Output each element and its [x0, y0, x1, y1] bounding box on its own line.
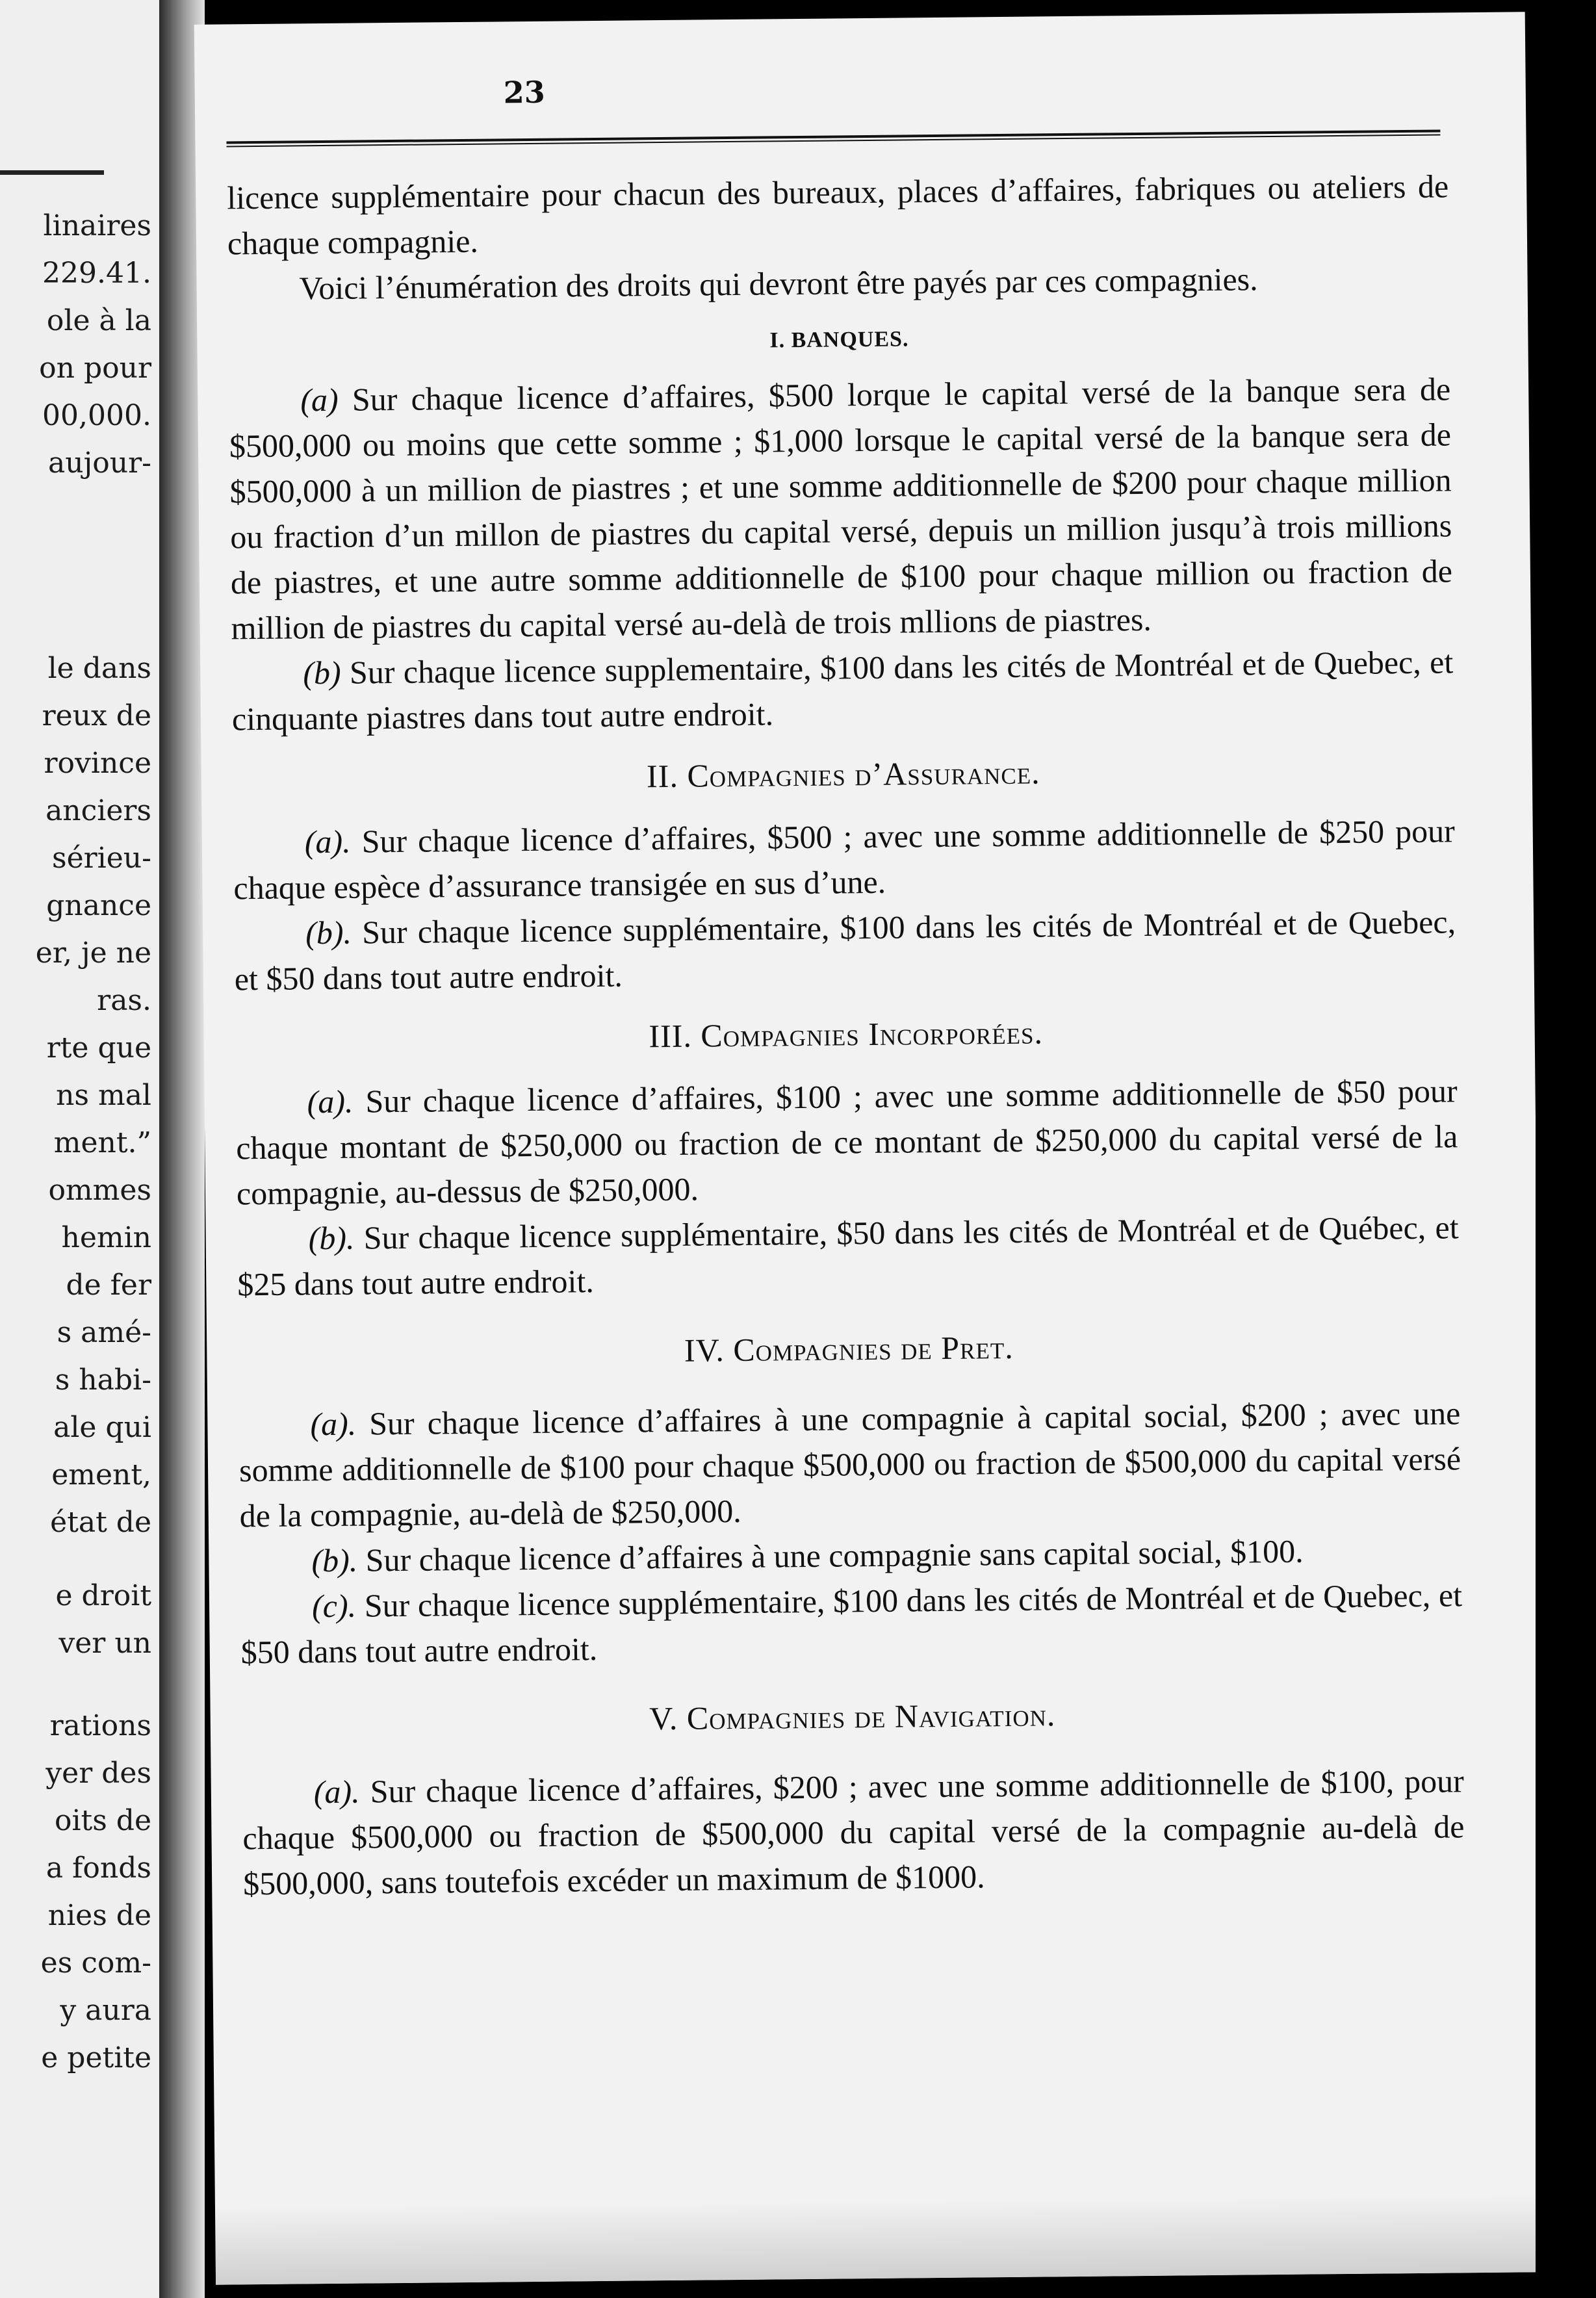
clause-text: Sur chaque licence supplémentaire, $100 dans les cités de Montréal et de Quebec, et $50 dans tout autre endroit. [234, 903, 1456, 998]
left-fragment: s amé- [57, 1316, 151, 1349]
left-fragment: ale qui [53, 1411, 151, 1444]
clause-text: Sur chaque licence d’affaires à une compagnie sans capital social, $100. [357, 1532, 1304, 1579]
left-fragment: gnance [46, 889, 151, 922]
clause-text: Sur chaque licence d’affaires, $200 ; avec une somme additionnelle de $100, pour chaque $500,000 ou fraction de $500,000 du capital versé de la compagnie au-delà de $500,000, sans toutefois excéder un maximum de $1000. [242, 1762, 1465, 1902]
clause-text: Sur chaque licence supplémentaire, $100 dans les cités de Montréal et de Quebec, et $50 dans tout autre endroit. [240, 1577, 1463, 1671]
clause-label: (a). [313, 1773, 360, 1811]
left-fragment: anciers [45, 794, 151, 827]
left-fragment: on pour [39, 352, 151, 385]
left-page-rule [0, 170, 104, 175]
clause-label: (c). [311, 1587, 357, 1625]
clause-label: (b). [311, 1542, 358, 1579]
left-fragment: sérieu- [52, 842, 151, 875]
page-number: 23 [503, 74, 546, 110]
clause-text: Sur chaque licence supplémentaire, $50 dans les cités de Montréal et de Québec, et $25 dans tout autre endroit. [237, 1209, 1459, 1303]
intro-paragraph: licence supplémentaire pour chacun des bureaux, places d’affaires, fabriques ou ateliers de chaque compagnie. [227, 168, 1449, 262]
left-fragment: rte que [46, 1031, 151, 1065]
clause-text: Sur chaque licence supplementaire, $100 dans les cités de Montréal et de Quebec, et cinquante piastres dans tout autre endroit. [231, 643, 1454, 738]
left-fragment: a fonds [45, 1852, 151, 1885]
clause-text: Sur chaque licence d’affaires à une compagnie à capital social, $200 ; avec une somme additionnelle de $100 pour chaque $500,000 ou fraction de $500,000 du capital versé de la compagnie, au-delà de $250,000. [238, 1395, 1461, 1534]
section-heading-banques: I. BANQUES. [769, 327, 909, 353]
clause-paragraph [231, 639, 1454, 742]
left-fragment: reux de [42, 699, 151, 732]
clause-label: (a) [300, 381, 339, 419]
clause-text: Sur chaque licence d’affaires, $500 ; avec une somme additionnelle de $250 pour chaque espèce d’assurance transigée en sus d’une. [233, 812, 1455, 907]
left-fragment: y aura [60, 1994, 151, 2027]
left-fragment: e droit [55, 1579, 151, 1612]
clause-paragraph [235, 1068, 1458, 1216]
left-fragment: e petite [41, 2041, 151, 2074]
left-fragment: ns mal [56, 1079, 151, 1112]
left-page-fragment [0, 0, 159, 2298]
section-heading-navigation: V. Compagnies de Navigation. [649, 1696, 1056, 1737]
left-fragment: hemin [61, 1221, 151, 1254]
left-fragment: rations [49, 1709, 151, 1742]
clause-paragraph [237, 1204, 1459, 1307]
clause-label: (b). [305, 914, 352, 951]
header-rule [226, 130, 1440, 148]
left-fragment: yer des [45, 1757, 151, 1790]
left-fragment: es com- [40, 1946, 151, 1980]
left-fragment: rovince [44, 747, 151, 780]
left-fragment: ras. [97, 984, 151, 1017]
clause-label: (a). [310, 1405, 357, 1443]
clause-label: (b). [308, 1219, 355, 1257]
left-fragment: aujour- [48, 446, 151, 480]
clause-paragraph [229, 366, 1453, 651]
left-fragment: état de [50, 1506, 151, 1539]
clause-label: (a). [307, 1083, 354, 1120]
left-fragment: linaires [43, 209, 151, 242]
left-fragment: 229.41. [42, 257, 151, 290]
clause-label: (b) [303, 654, 341, 691]
left-fragment: ement, [51, 1458, 151, 1491]
page-bottom-shading [215, 2194, 1547, 2285]
clause-paragraph [238, 1390, 1461, 1538]
clause-text: Sur chaque licence d’affaires, $500 lorque le capital versé de la banque sera de $500,000 ou moins que cette somme ; $1,000 lorsque le capital versé de la banque sera de $500,000 à un million de piastres ; et une somme additionnelle de $200 pour chaque million ou fraction d’un millon de piastres du capital versé, depuis un million jusqu’à trois millions de piastres, et une autre somme additionnelle de $100 pour chaque million ou fraction de million de piastres du capital versé au-delà de trois mllions de piastres. [229, 370, 1453, 647]
left-fragment: ment.” [53, 1126, 151, 1159]
section-heading-pret: IV. Compagnies de Pret. [684, 1328, 1014, 1369]
left-fragment: 00,000. [42, 399, 151, 432]
left-fragment: oits de [54, 1804, 151, 1837]
section-heading-incorporees: III. Compagnies Incorporées. [649, 1014, 1044, 1055]
clause-text: Sur chaque licence d’affaires, $100 ; avec une somme additionnelle de $50 pour chaque montant de $250,000 ou fraction de ce montant de $250,000 du capital versé de la compagnie, au-dessus de $250,000. [236, 1072, 1458, 1212]
clause-paragraph [233, 808, 1455, 910]
left-fragment: ommes [48, 1174, 151, 1207]
left-fragment: ole à la [46, 304, 151, 337]
left-fragment: de fer [66, 1269, 151, 1302]
left-fragment: s habi- [55, 1363, 151, 1397]
left-fragment: nies de [47, 1899, 151, 1932]
clause-paragraph [234, 899, 1456, 1001]
left-fragment: ver un [58, 1627, 151, 1660]
left-fragment: le dans [47, 652, 151, 685]
left-fragment: er, je ne [35, 936, 151, 970]
main-page [194, 12, 1547, 2284]
page-body [227, 163, 1465, 1906]
scan-right-border [1536, 0, 1596, 2298]
section-heading-assurance: II. Compagnies d’Assurance. [646, 754, 1040, 795]
intro-enumeration: Voici l’énumération des droits qui devront être payés par ces compagnies. [299, 261, 1258, 307]
clause-paragraph [240, 1572, 1463, 1675]
clause-paragraph [242, 1758, 1465, 1906]
clause-label: (a). [304, 823, 351, 860]
